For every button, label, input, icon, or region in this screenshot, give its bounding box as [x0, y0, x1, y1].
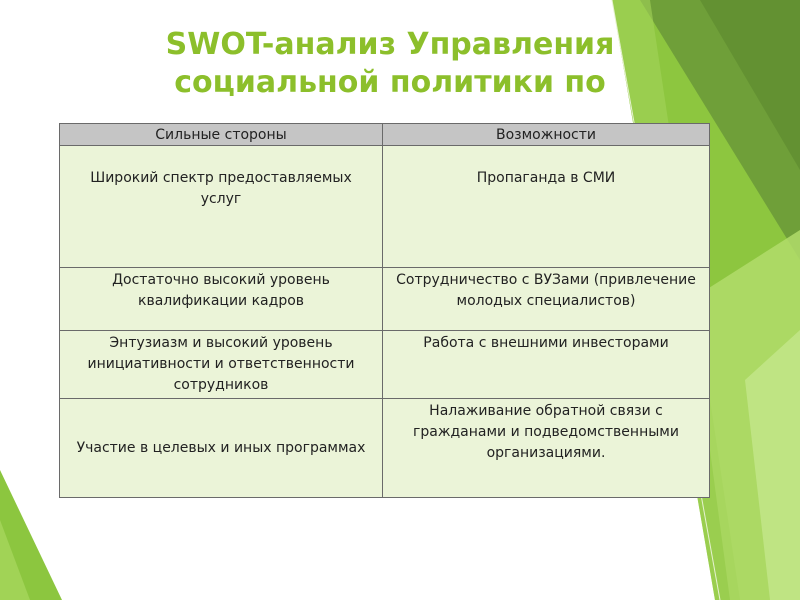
opportunity-cell: Пропаганда в СМИ: [383, 146, 710, 268]
strength-cell: Достаточно высокий уровень квалификации кадров: [60, 268, 383, 331]
table-row: [60, 331, 710, 399]
header-strengths: Сильные стороны: [60, 124, 383, 146]
table-header-row: [60, 124, 710, 146]
table-row: [60, 146, 710, 268]
table-row: [60, 399, 710, 498]
table-row: [60, 268, 710, 331]
swot-table: [59, 123, 710, 498]
opportunity-cell: Налаживание обратной связи с гражданами и подведомственными организациями.: [383, 399, 710, 498]
header-opportunities: Возможности: [383, 124, 710, 146]
strength-cell: Широкий спектр предоставляемых услуг: [60, 146, 383, 268]
strength-cell: Участие в целевых и иных программах: [60, 399, 383, 498]
opportunity-cell: Работа с внешними инвесторами: [383, 331, 710, 399]
slide-title-line-2: социальной политики по: [174, 65, 606, 100]
opportunity-cell: Сотрудничество с ВУЗами (привлечение молодых специалистов): [383, 268, 710, 331]
strength-cell: Энтузиазм и высокий уровень инициативности и ответственности сотрудников: [60, 331, 383, 399]
slide-title: [130, 26, 650, 102]
slide-title-line-1: SWOT-анализ Управления: [165, 27, 615, 62]
